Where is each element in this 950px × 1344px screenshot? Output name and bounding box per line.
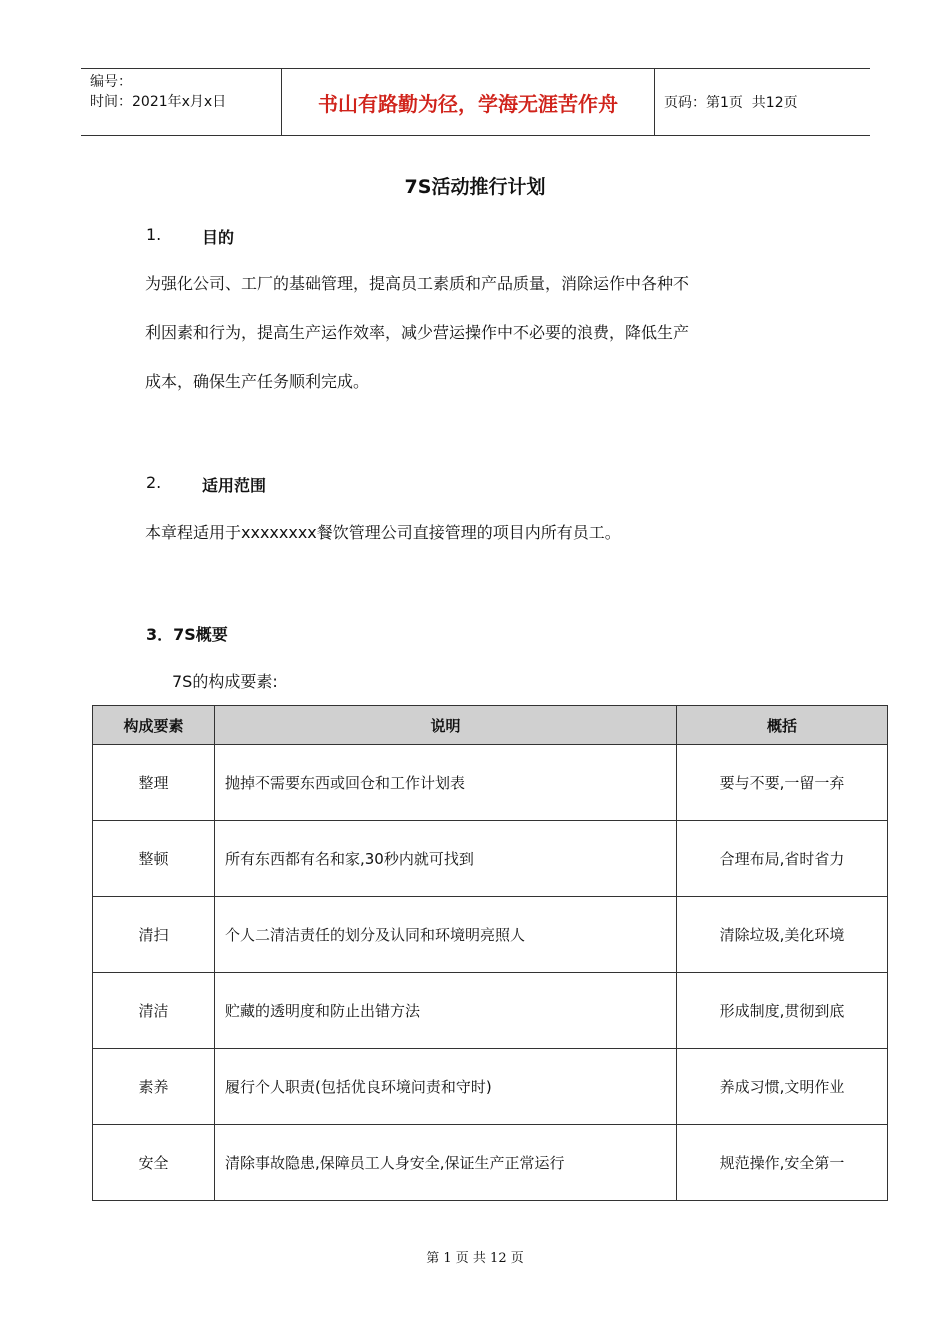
element-summary: 合理布局,省时省力	[677, 821, 888, 897]
col-header-summary: 概括	[677, 706, 888, 745]
table-row	[93, 1049, 888, 1125]
table-row	[93, 821, 888, 897]
element-name: 整顿	[93, 821, 215, 897]
section-1-line-3: 成本，确保生产任务顺利完成。	[145, 372, 370, 391]
document-title: 7S活动推行计划	[404, 176, 546, 198]
element-summary: 规范操作,安全第一	[677, 1125, 888, 1201]
header-page-info	[655, 69, 870, 135]
section-2-text: 本章程适用于xxxxxxxx餐饮管理公司直接管理的项目内所有员工。	[145, 523, 621, 542]
section-2-number: 2.	[146, 473, 162, 492]
element-summary: 要与不要,一留一弃	[677, 745, 888, 821]
col-header-description: 说明	[215, 706, 677, 745]
element-name: 安全	[93, 1125, 215, 1201]
header-meta	[81, 69, 282, 135]
table-row	[93, 1125, 888, 1201]
page-info-text: 页码：第1页 共12页	[664, 95, 798, 111]
element-summary: 清除垃圾,美化环境	[677, 897, 888, 973]
table-row	[93, 745, 888, 821]
element-description: 抛掉不需要东西或回仓和工作计划表	[215, 745, 677, 821]
element-description: 清除事故隐患,保障员工人身安全,保证生产正常运行	[215, 1125, 677, 1201]
element-description: 贮藏的透明度和防止出错方法	[215, 973, 677, 1049]
section-3-heading: 3．7S概要	[146, 625, 228, 644]
page-footer	[0, 1247, 950, 1266]
element-name: 整理	[93, 745, 215, 821]
section-1-heading: 目的	[202, 228, 235, 247]
document-date: 时间：2021年x月x日	[90, 94, 227, 110]
elements-table	[92, 705, 888, 1201]
element-name: 清扫	[93, 897, 215, 973]
element-summary: 养成习惯,文明作业	[677, 1049, 888, 1125]
table-row	[93, 897, 888, 973]
section-3-intro: 7S的构成要素:	[172, 672, 278, 691]
table-header-row	[93, 706, 888, 745]
section-2-heading: 适用范围	[202, 476, 267, 495]
element-name: 素养	[93, 1049, 215, 1125]
section-1-number: 1.	[146, 225, 162, 244]
element-summary: 形成制度,贯彻到底	[677, 973, 888, 1049]
element-description: 所有东西都有名和家,30秒内就可找到	[215, 821, 677, 897]
element-description: 履行个人职责(包括优良环境问责和守时)	[215, 1049, 677, 1125]
element-name: 清洁	[93, 973, 215, 1049]
footer-page-number: 第 1 页 共 12 页	[426, 1251, 524, 1266]
col-header-element: 构成要素	[93, 706, 215, 745]
section-1-line-2: 利因素和行为，提高生产运作效率，减少营运操作中不必要的浪费，降低生产	[145, 323, 690, 342]
page-header	[81, 68, 870, 136]
header-motto: 书山有路勤为径，学海无涯苦作舟	[282, 69, 655, 135]
table-row	[93, 973, 888, 1049]
element-description: 个人二清洁责任的划分及认同和环境明亮照人	[215, 897, 677, 973]
section-1-line-1: 为强化公司、工厂的基础管理，提高员工素质和产品质量，消除运作中各种不	[145, 274, 690, 293]
document-number-label: 编号：	[90, 74, 132, 90]
